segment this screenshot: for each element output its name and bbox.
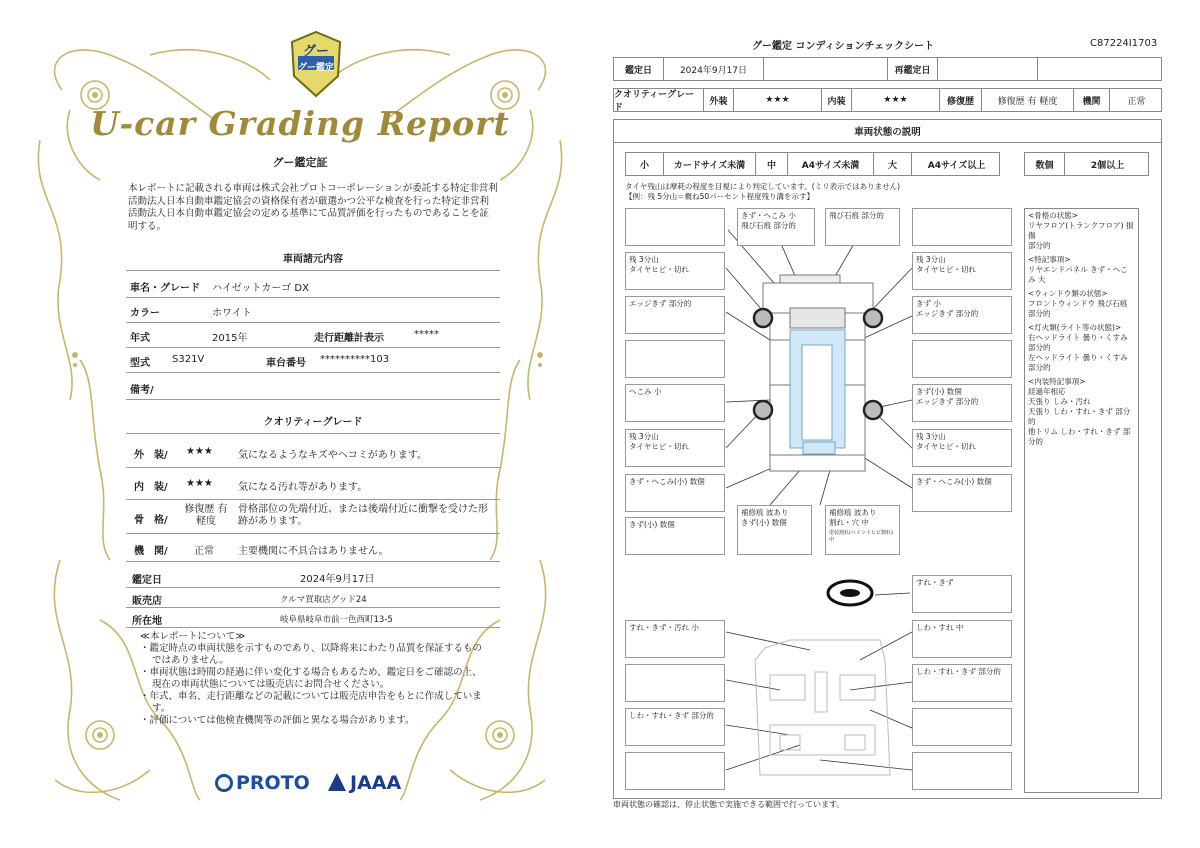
quality-comment: 主要機関に不具合はありません。 [238, 546, 389, 557]
callout-left-rear: へこみ 小 [625, 384, 725, 422]
count-label: 数個 [1025, 153, 1065, 175]
callout-front-right-upper [912, 208, 1012, 246]
callout-left-mid [625, 340, 725, 378]
size-legend [625, 152, 1000, 176]
notes-title: ≪本レポートについて≫ [140, 631, 246, 642]
callout-interior-right-3 [912, 708, 1012, 746]
callout-rear-left: きず(小) 数個 [625, 517, 725, 555]
callout-interior-left-2 [625, 664, 725, 702]
callout-left-rear-bumper: きず・へこみ(小) 数個 [625, 474, 725, 512]
proto-logo [215, 772, 310, 794]
callout-left-front-tire: 残 3分山 タイヤヒビ・切れ [625, 252, 725, 290]
spec-label: 車名・グレード [130, 283, 200, 294]
spec-row-color [126, 298, 500, 323]
quality-grade: 正常 [194, 546, 214, 557]
engine-label: 機関 [1074, 89, 1110, 111]
spec-label: 年式 [130, 333, 150, 344]
callout-front-left-upper [625, 208, 725, 246]
callout-rear-floor-text: 補修痕 波あり 割れ・穴 中 [829, 508, 877, 527]
size-small-label: 小 [626, 153, 664, 175]
quality-row [126, 436, 500, 468]
side-note-special: <特記事項> リヤエンドパネル きず・へこみ 大 [1028, 255, 1128, 284]
callout-left-front: エッジきず 部分的 [625, 296, 725, 334]
condition-title: 車両状態の説明 [613, 119, 1162, 143]
spec-value: S321V [172, 354, 205, 365]
spec-label: 走行距離計表示 [314, 333, 384, 344]
callout-interior-left-3: しわ・すれ・きず 部分的 [625, 708, 725, 746]
spec-value: ***** [414, 329, 439, 340]
quality-label: 骨 格/ [134, 515, 168, 526]
note-item: ・年式、車名、走行距離などの記載については販売店申告をもとに作成しています。 [140, 691, 482, 714]
reappraisal-value [938, 58, 1038, 80]
spec-value: 2015年 [212, 333, 248, 344]
callout-rear-floor-small: 塗装割れ(ペイントヒビ割れ) 中 [829, 530, 893, 543]
callout-right-rear-tire: 残 3分山 タイヤヒビ・切れ [912, 429, 1012, 467]
quality-label: 内 装/ [134, 482, 168, 493]
dealer-value: クルマ買取店グッド24 [280, 595, 367, 605]
count-desc: 2個以上 [1090, 160, 1125, 171]
badge-label: グー [302, 44, 329, 59]
condition-side-notes [1024, 208, 1139, 793]
quality-grade: 修復歴 有 軽度 [184, 504, 228, 527]
repair-value: 修復歴 有 軽度 [982, 89, 1074, 111]
note-item: ・車両状態は時間の経過に伴い変化する場合もあるため、鑑定日をご確認の上、現在の車両状態については販売店にお問合せください。 [140, 667, 482, 690]
callout-interior-right-1: しわ・すれ 中 [912, 620, 1012, 658]
certificate-intro: 本レポートに記載される車両は株式会社プロトコーポレーションが委託する特定非営利活動法人日本自動車鑑定協会の資格保有者が厳選かつ公平な検査を行った特定非営利活動法人日本自動車鑑定協会の定める基準にて品質評価を行ったものであることを証明する。 [128, 183, 498, 232]
int-label: 内装 [822, 89, 852, 111]
ext-label: 外装 [704, 89, 734, 111]
jaaa-logo-text: JAAA [350, 772, 402, 794]
quality-comment: 骨格部位の先端付近、または後端付近に衝撃を受けた形跡があります。 [238, 504, 488, 527]
callout-rear-floor [825, 505, 900, 555]
steering-wheel-icon [828, 581, 872, 605]
appraisal-date-value: 2024年9月17日 [300, 574, 375, 585]
size-mid-desc: A4サイズ未満 [788, 153, 874, 175]
spec-row-remarks [126, 373, 500, 400]
date-label: 鑑定日 [614, 58, 664, 80]
quality-row [126, 468, 500, 500]
sheet-footer: 車両状態の確認は、停止状態で実施できる範囲で行っています。 [613, 800, 845, 809]
callout-right-front-tire: 残 3分山 タイヤヒビ・切れ [912, 252, 1012, 290]
ext-value: ★★★ [734, 89, 822, 111]
badge-sublabel: グー鑑定 [297, 63, 334, 73]
callout-rear-panel: 補修痕 波あり きず(小) 数個 [737, 505, 812, 555]
dealer-row [126, 588, 500, 608]
size-mid-label: 中 [756, 153, 788, 175]
callout-right-rear: きず(小) 数個 エッジきず 部分的 [912, 384, 1012, 422]
note-item: ・鑑定時点の車両状態を示すものであり、以降将来にわたり品質を保証するものではありません。 [140, 643, 483, 666]
spec-row-name [126, 273, 500, 298]
qg-label: クオリティーグレード [614, 89, 704, 111]
int-value: ★★★ [852, 89, 940, 111]
quality-row [126, 534, 500, 562]
spec-value: ホワイト [212, 308, 252, 319]
callout-steering: すれ・きず [912, 575, 1012, 613]
appraisal-date-label: 鑑定日 [132, 575, 162, 586]
callout-right-mid [912, 340, 1012, 378]
note-item: ・評価については他検査機関等の評価と異なる場合があります。 [140, 715, 415, 726]
reappraisal-blank [1038, 58, 1163, 80]
callout-right-front: きず 小 エッジきず 部分的 [912, 296, 1012, 334]
quality-label: 外 装/ [134, 450, 168, 461]
quality-section-title: クオリティーグレード [126, 413, 500, 434]
address-row [126, 608, 500, 628]
quality-grade: ★★★ [186, 446, 213, 457]
engine-value: 正常 [1127, 96, 1146, 107]
quality-grade-row [613, 88, 1162, 112]
spec-label: カラー [130, 308, 160, 319]
address-value: 岐阜県岐阜市前一色西町13-5 [280, 615, 393, 625]
size-small-desc: カードサイズ未満 [664, 153, 756, 175]
quality-comment: 気になるようなキズやヘコミがあります。 [238, 450, 427, 461]
callout-interior-left-1: すれ・きず・汚れ 小 [625, 620, 725, 658]
side-note-frame: <骨格の状態> リヤフロア(トランクフロア) 損傷 部分的 [1028, 211, 1134, 250]
proto-logo-mark-icon [215, 774, 233, 792]
count-legend [1024, 152, 1149, 176]
sheet-code: C87224I1703 [1090, 38, 1158, 49]
side-note-windows: <ウィンドウ類の状態> フロントウィンドウ 飛び石痕 部分的 [1028, 289, 1128, 318]
date-value: 2024年9月17日 [664, 58, 764, 80]
callout-front-glass: 飛び石痕 部分的 [825, 208, 900, 246]
quality-comment: 気になる汚れ等があります。 [238, 482, 368, 493]
jaaa-logo [328, 772, 401, 794]
callout-left-rear-tire: 残 3分山 タイヤヒビ・切れ [625, 429, 725, 467]
size-large-label: 大 [874, 153, 912, 175]
quality-grade: ★★★ [186, 478, 213, 489]
callout-right-rear-bumper: きず・へこみ(小) 数個 [912, 474, 1012, 512]
spec-value: ハイゼットカーゴ DX [212, 283, 309, 294]
callout-interior-right-4 [912, 752, 1012, 790]
address-label: 所在地 [132, 616, 162, 627]
spec-value: **********103 [320, 354, 390, 365]
report-script-title: U-car Grading Report [90, 104, 510, 143]
date-blank [764, 58, 888, 80]
spec-row-model [126, 348, 500, 373]
tire-note: タイヤ残山は摩耗の程度を目視により判定しています。(ミリ表示ではありません) [625, 182, 901, 191]
appraisal-date-row [126, 566, 500, 588]
callout-interior-right-2: しわ・すれ・きず 部分的 [912, 664, 1012, 702]
reappraisal-label: 再鑑定日 [888, 58, 938, 80]
side-note-lights: <灯火類(ライト等の状態)> 右ヘッドライト 曇り・くすみ 部分的 左ヘッドライト 曇り・くすみ 部分的 [1028, 323, 1128, 372]
quality-row [126, 500, 500, 534]
certificate-heading: グー鑑定証 [272, 156, 328, 169]
repair-label: 修復歴 [940, 89, 982, 111]
date-row [613, 57, 1162, 81]
side-note-interior: <内装特記事項> 経過年相応 天張り しみ・汚れ 天張り しわ・すれ・きず 部分的 他トリム しわ・すれ・きず 部分的 [1028, 377, 1131, 446]
sheet-title: グー鑑定 コンディションチェックシート [752, 41, 935, 52]
size-large-desc: A4サイズ以上 [927, 160, 986, 171]
spec-label: 車台番号 [266, 358, 306, 369]
callout-interior-left-4 [625, 752, 725, 790]
spec-row-year [126, 323, 500, 348]
quality-label: 機 関/ [134, 546, 168, 557]
callout-windshield: きず・へこみ 小 飛び石痕 部分的 [737, 208, 815, 246]
spec-label: 備考/ [130, 385, 154, 396]
proto-logo-text: PROTO [236, 772, 310, 794]
dealer-label: 販売店 [132, 596, 162, 607]
tire-example: 【例：残 5分山＝概ね50パーセント程度残り溝を示す】 [625, 192, 815, 201]
report-notes [140, 631, 490, 727]
specs-section-title: 車両諸元内容 [126, 250, 500, 271]
spec-label: 型式 [130, 358, 150, 369]
jaaa-logo-mark-icon [328, 773, 346, 791]
